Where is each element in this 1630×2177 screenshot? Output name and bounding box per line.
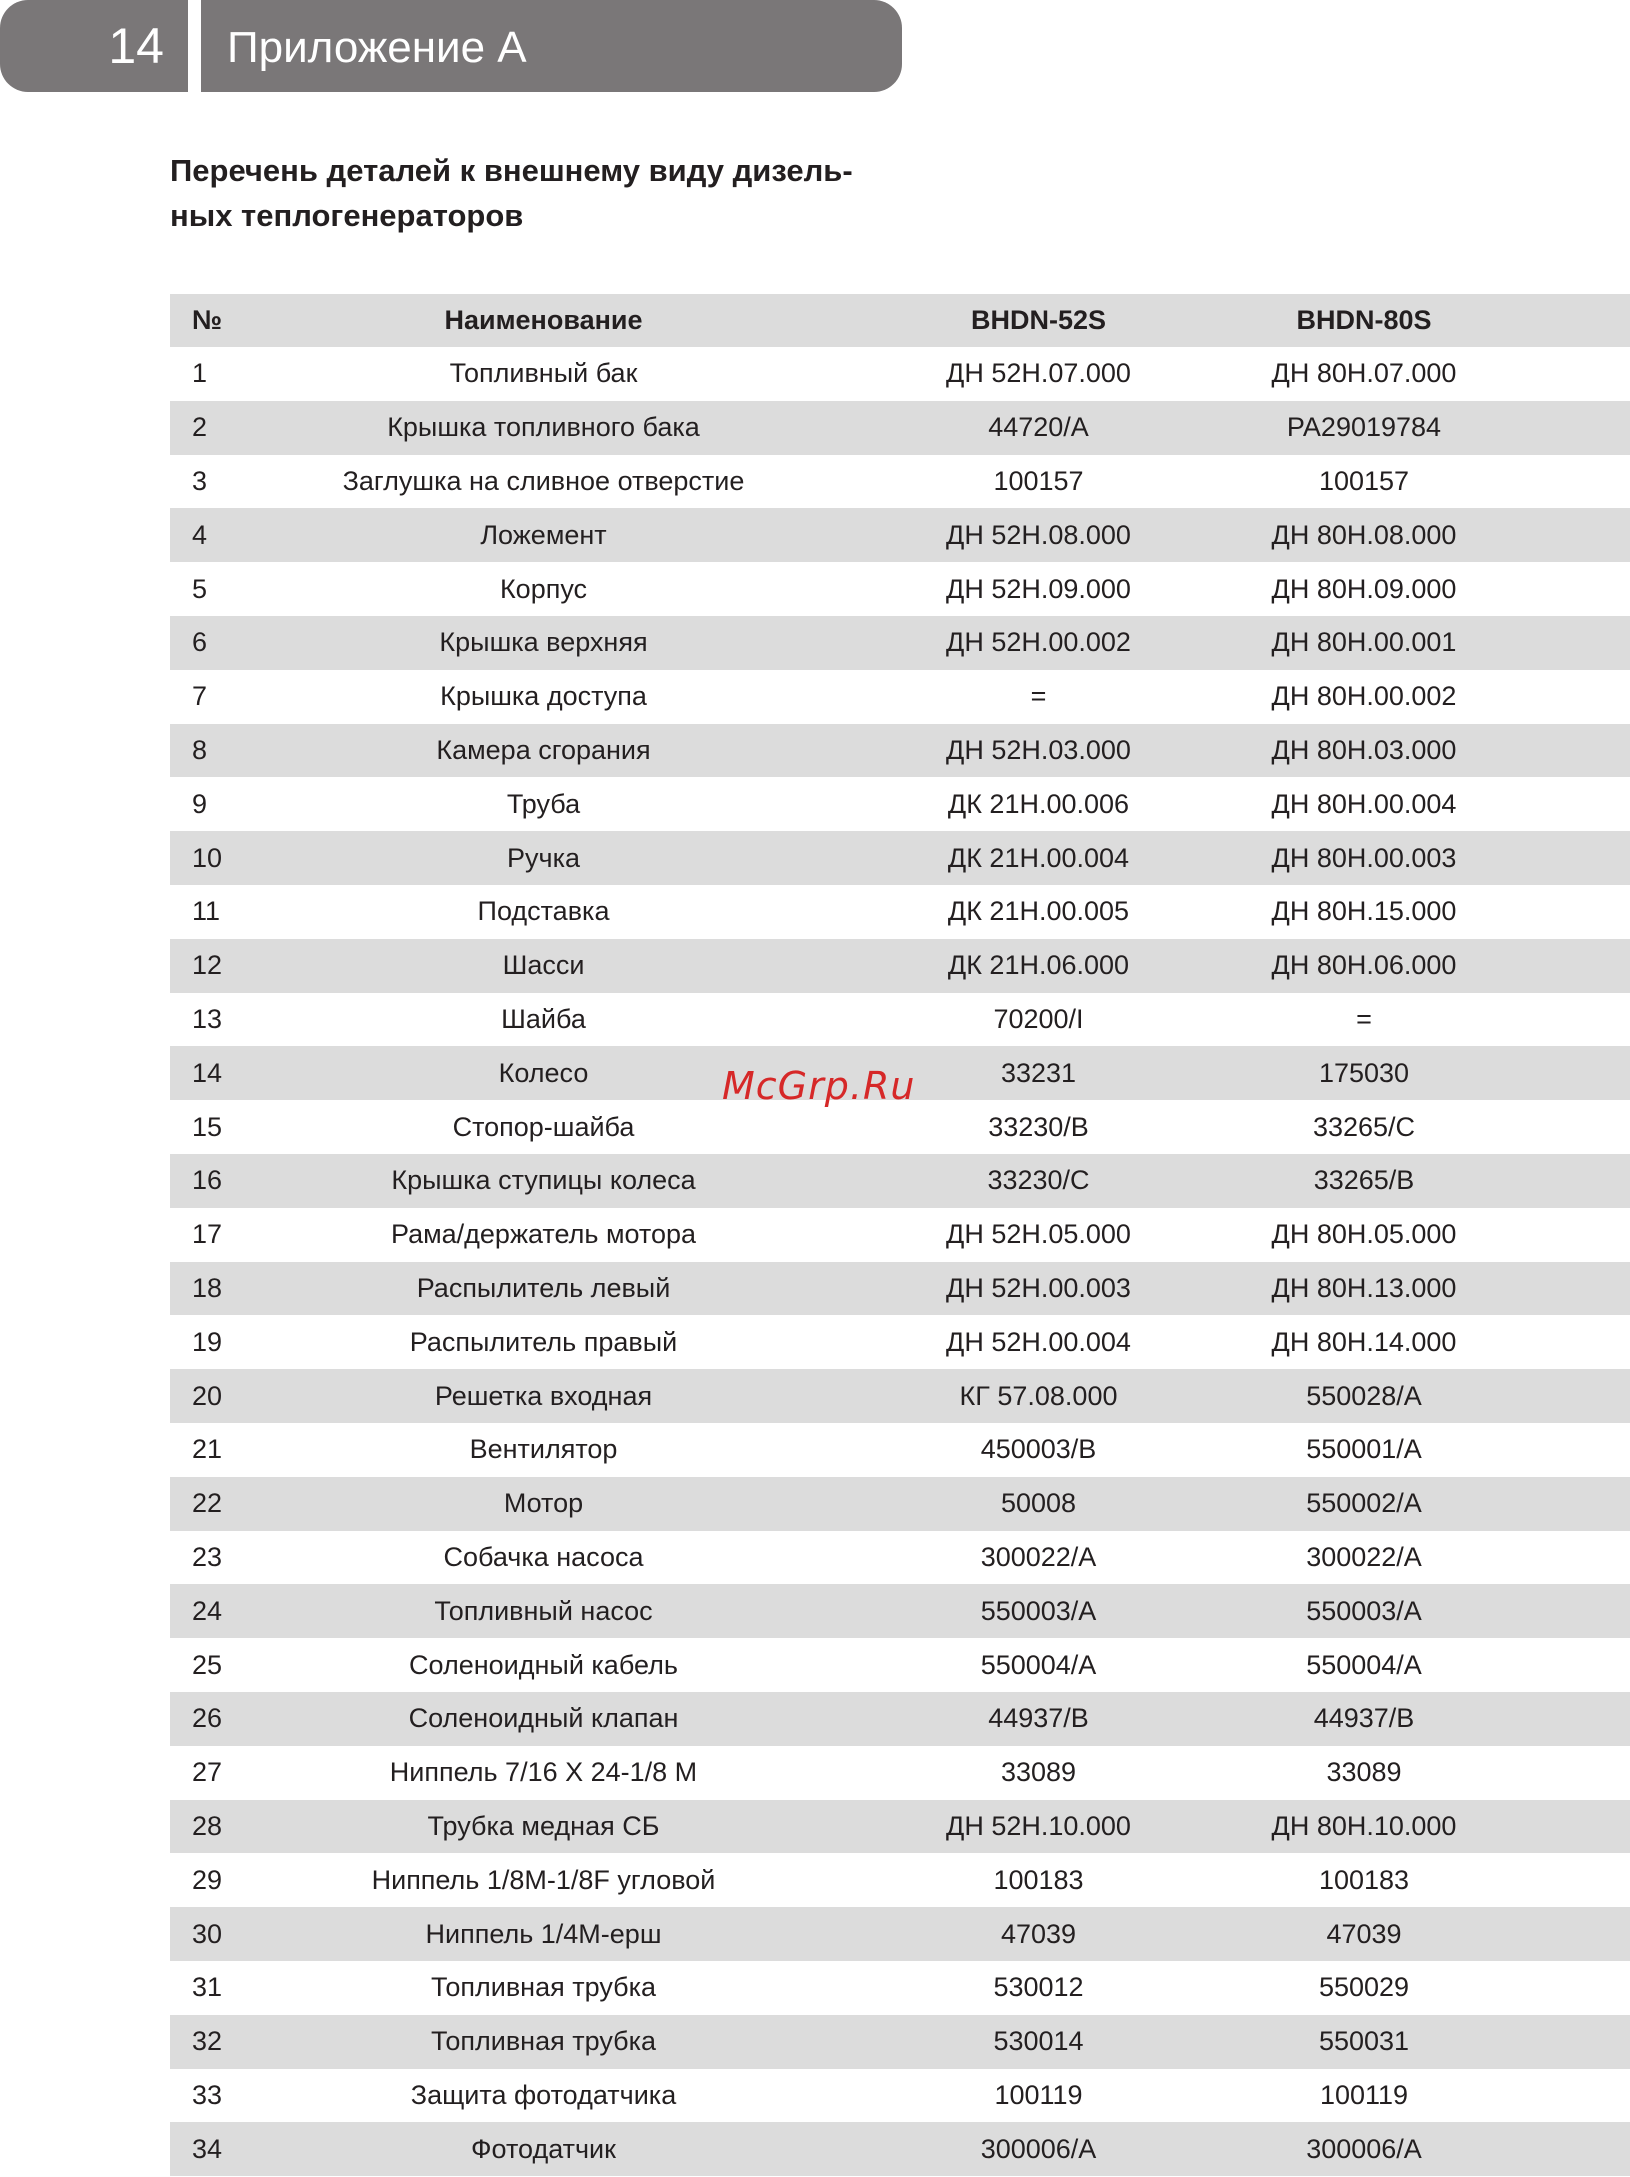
cell-model-52s: ДН 52Н.00.002 xyxy=(867,616,1210,670)
cell-name: Мотор xyxy=(246,1477,867,1531)
table-row xyxy=(170,831,1630,885)
cell-name: Крышка доступа xyxy=(246,670,867,724)
table-row xyxy=(170,993,1630,1047)
cell-number: 7 xyxy=(170,670,246,724)
cell-name: Ниппель 1/4M-ерш xyxy=(246,1907,867,1961)
cell-model-80s: = xyxy=(1210,993,1630,1047)
table-row xyxy=(170,401,1630,455)
cell-model-80s: ДН 80Н.13.000 xyxy=(1210,1262,1630,1316)
table-row xyxy=(170,562,1630,616)
header-model-52s: BHDN-52S xyxy=(867,294,1210,347)
cell-number: 9 xyxy=(170,777,246,831)
cell-model-80s: 33089 xyxy=(1210,1746,1630,1800)
table-row xyxy=(170,1584,1630,1638)
cell-number: 28 xyxy=(170,1800,246,1854)
cell-model-80s: ДН 80Н.09.000 xyxy=(1210,562,1630,616)
table-row xyxy=(170,2069,1630,2123)
parts-table xyxy=(170,294,1630,2176)
cell-model-80s: PA29019784 xyxy=(1210,401,1630,455)
cell-model-80s: ДН 80Н.00.003 xyxy=(1210,831,1630,885)
cell-number: 25 xyxy=(170,1638,246,1692)
table-row xyxy=(170,777,1630,831)
cell-number: 6 xyxy=(170,616,246,670)
cell-number: 33 xyxy=(170,2069,246,2123)
cell-model-80s: 550029 xyxy=(1210,1961,1630,2015)
cell-model-80s: ДН 80Н.07.000 xyxy=(1210,347,1630,401)
cell-model-52s: ДН 52Н.07.000 xyxy=(867,347,1210,401)
cell-model-80s: 100157 xyxy=(1210,455,1630,509)
cell-model-52s: 100183 xyxy=(867,1853,1210,1907)
table-row xyxy=(170,2122,1630,2176)
cell-model-80s: ДН 80Н.15.000 xyxy=(1210,885,1630,939)
cell-model-80s: ДН 80Н.08.000 xyxy=(1210,508,1630,562)
cell-model-52s: 100119 xyxy=(867,2069,1210,2123)
cell-model-52s: ДН 52Н.08.000 xyxy=(867,508,1210,562)
table-row xyxy=(170,885,1630,939)
table-row xyxy=(170,1638,1630,1692)
cell-model-52s: = xyxy=(867,670,1210,724)
cell-model-80s: ДН 80Н.06.000 xyxy=(1210,939,1630,993)
cell-model-52s: 33089 xyxy=(867,1746,1210,1800)
table-row xyxy=(170,1531,1630,1585)
cell-model-80s: 550028/А xyxy=(1210,1369,1630,1423)
cell-number: 22 xyxy=(170,1477,246,1531)
cell-model-80s: 33265/В xyxy=(1210,1154,1630,1208)
cell-model-52s: ДК 21Н.06.000 xyxy=(867,939,1210,993)
cell-name: Трубка медная СБ xyxy=(246,1800,867,1854)
cell-number: 19 xyxy=(170,1315,246,1369)
cell-model-80s: 550002/А xyxy=(1210,1477,1630,1531)
cell-model-80s: 300022/А xyxy=(1210,1531,1630,1585)
cell-model-52s: 100157 xyxy=(867,455,1210,509)
table-row xyxy=(170,616,1630,670)
page-header xyxy=(0,0,902,92)
cell-number: 3 xyxy=(170,455,246,509)
cell-model-80s: ДН 80Н.00.001 xyxy=(1210,616,1630,670)
table-header-row xyxy=(170,294,1630,347)
cell-number: 23 xyxy=(170,1531,246,1585)
cell-model-52s: ДН 52Н.03.000 xyxy=(867,724,1210,778)
table-row xyxy=(170,670,1630,724)
cell-model-52s: 550003/А xyxy=(867,1584,1210,1638)
cell-name: Колесо xyxy=(246,1046,867,1100)
cell-model-52s: 44720/А xyxy=(867,401,1210,455)
cell-model-80s: ДН 80Н.00.004 xyxy=(1210,777,1630,831)
cell-name: Труба xyxy=(246,777,867,831)
cell-model-52s: 450003/В xyxy=(867,1423,1210,1477)
cell-model-52s: 47039 xyxy=(867,1907,1210,1961)
cell-model-80s: 33265/С xyxy=(1210,1100,1630,1154)
cell-number: 13 xyxy=(170,993,246,1047)
watermark: McGrp.Ru xyxy=(722,1064,916,1108)
table-row xyxy=(170,1961,1630,2015)
section-title: Приложение А xyxy=(201,0,902,92)
cell-number: 31 xyxy=(170,1961,246,2015)
cell-model-52s: 530014 xyxy=(867,2015,1210,2069)
cell-model-52s: ДН 52Н.00.004 xyxy=(867,1315,1210,1369)
cell-model-52s: 44937/В xyxy=(867,1692,1210,1746)
cell-name: Собачка насоса xyxy=(246,1531,867,1585)
table-row xyxy=(170,347,1630,401)
table-row xyxy=(170,1369,1630,1423)
cell-model-52s: 50008 xyxy=(867,1477,1210,1531)
cell-model-80s: 44937/В xyxy=(1210,1692,1630,1746)
table-row xyxy=(170,1423,1630,1477)
parts-table-body xyxy=(170,347,1630,2176)
table-row xyxy=(170,1800,1630,1854)
table-row xyxy=(170,455,1630,509)
cell-number: 17 xyxy=(170,1208,246,1262)
cell-name: Топливная трубка xyxy=(246,2015,867,2069)
cell-number: 15 xyxy=(170,1100,246,1154)
cell-number: 2 xyxy=(170,401,246,455)
cell-name: Топливная трубка xyxy=(246,1961,867,2015)
cell-name: Крышка топливного бака xyxy=(246,401,867,455)
cell-name: Ниппель 7/16 X 24-1/8 M xyxy=(246,1746,867,1800)
table-row xyxy=(170,1315,1630,1369)
document-title xyxy=(170,148,890,238)
cell-number: 34 xyxy=(170,2122,246,2176)
cell-number: 32 xyxy=(170,2015,246,2069)
cell-number: 4 xyxy=(170,508,246,562)
cell-number: 10 xyxy=(170,831,246,885)
cell-model-52s: 33231 xyxy=(867,1046,1210,1100)
cell-model-52s: 550004/А xyxy=(867,1638,1210,1692)
page-number: 14 xyxy=(0,0,188,92)
cell-model-80s: 550003/А xyxy=(1210,1584,1630,1638)
table-row xyxy=(170,2015,1630,2069)
cell-model-80s: 47039 xyxy=(1210,1907,1630,1961)
cell-model-52s: ДН 52Н.09.000 xyxy=(867,562,1210,616)
header-model-80s: BHDN-80S xyxy=(1210,294,1630,347)
cell-name: Защита фотодатчика xyxy=(246,2069,867,2123)
cell-model-52s: КГ 57.08.000 xyxy=(867,1369,1210,1423)
cell-name: Распылитель правый xyxy=(246,1315,867,1369)
cell-number: 21 xyxy=(170,1423,246,1477)
cell-name: Ниппель 1/8M-1/8F угловой xyxy=(246,1853,867,1907)
table-row xyxy=(170,1100,1630,1154)
cell-model-52s: ДН 52Н.00.003 xyxy=(867,1262,1210,1316)
cell-number: 27 xyxy=(170,1746,246,1800)
cell-model-80s: 550001/А xyxy=(1210,1423,1630,1477)
cell-name: Соленоидный клапан xyxy=(246,1692,867,1746)
cell-name: Шайба xyxy=(246,993,867,1047)
cell-number: 29 xyxy=(170,1853,246,1907)
table-row xyxy=(170,939,1630,993)
cell-name: Вентилятор xyxy=(246,1423,867,1477)
table-row xyxy=(170,1154,1630,1208)
cell-name: Распылитель левый xyxy=(246,1262,867,1316)
cell-model-52s: ДК 21Н.00.004 xyxy=(867,831,1210,885)
cell-model-52s: 530012 xyxy=(867,1961,1210,2015)
cell-number: 26 xyxy=(170,1692,246,1746)
cell-model-80s: 550031 xyxy=(1210,2015,1630,2069)
table-row xyxy=(170,1692,1630,1746)
header-name: Наименование xyxy=(246,294,867,347)
cell-name: Рама/держатель мотора xyxy=(246,1208,867,1262)
cell-model-52s: 300006/А xyxy=(867,2122,1210,2176)
table-row xyxy=(170,1746,1630,1800)
cell-number: 18 xyxy=(170,1262,246,1316)
cell-model-52s: ДН 52Н.05.000 xyxy=(867,1208,1210,1262)
cell-number: 20 xyxy=(170,1369,246,1423)
table-row xyxy=(170,724,1630,778)
table-row xyxy=(170,1477,1630,1531)
cell-model-80s: ДН 80Н.10.000 xyxy=(1210,1800,1630,1854)
cell-model-52s: 300022/А xyxy=(867,1531,1210,1585)
cell-model-52s: 33230/С xyxy=(867,1154,1210,1208)
cell-name: Топливный насос xyxy=(246,1584,867,1638)
cell-model-80s: 100119 xyxy=(1210,2069,1630,2123)
cell-name: Стопор-шайба xyxy=(246,1100,867,1154)
document-title-text: Перечень деталей к внешнему виду дизель- ных теплогенераторов xyxy=(170,153,853,233)
cell-number: 24 xyxy=(170,1584,246,1638)
cell-number: 16 xyxy=(170,1154,246,1208)
cell-name: Соленоидный кабель xyxy=(246,1638,867,1692)
cell-name: Шасси xyxy=(246,939,867,993)
cell-model-80s: 550004/А xyxy=(1210,1638,1630,1692)
cell-model-80s: ДН 80Н.14.000 xyxy=(1210,1315,1630,1369)
cell-model-80s: ДН 80Н.00.002 xyxy=(1210,670,1630,724)
cell-number: 1 xyxy=(170,347,246,401)
cell-model-52s: ДН 52Н.10.000 xyxy=(867,1800,1210,1854)
cell-number: 8 xyxy=(170,724,246,778)
cell-name: Ручка xyxy=(246,831,867,885)
cell-model-52s: 33230/В xyxy=(867,1100,1210,1154)
cell-name: Топливный бак xyxy=(246,347,867,401)
cell-model-80s: ДН 80Н.05.000 xyxy=(1210,1208,1630,1262)
cell-number: 30 xyxy=(170,1907,246,1961)
cell-model-80s: 300006/А xyxy=(1210,2122,1630,2176)
table-row xyxy=(170,1907,1630,1961)
cell-number: 14 xyxy=(170,1046,246,1100)
cell-model-52s: ДК 21Н.00.006 xyxy=(867,777,1210,831)
table-row xyxy=(170,1853,1630,1907)
cell-name: Крышка ступицы колеса xyxy=(246,1154,867,1208)
cell-name: Подставка xyxy=(246,885,867,939)
header-number: № xyxy=(170,294,246,347)
cell-name: Корпус xyxy=(246,562,867,616)
cell-name: Заглушка на сливное отверстие xyxy=(246,455,867,509)
cell-model-52s: 70200/I xyxy=(867,993,1210,1047)
cell-name: Крышка верхняя xyxy=(246,616,867,670)
cell-name: Фотодатчик xyxy=(246,2122,867,2176)
table-row xyxy=(170,508,1630,562)
cell-number: 11 xyxy=(170,885,246,939)
cell-name: Решетка входная xyxy=(246,1369,867,1423)
cell-number: 5 xyxy=(170,562,246,616)
cell-model-80s: 100183 xyxy=(1210,1853,1630,1907)
table-row xyxy=(170,1208,1630,1262)
cell-model-80s: 175030 xyxy=(1210,1046,1630,1100)
header-divider xyxy=(188,0,201,92)
cell-name: Камера сгорания xyxy=(246,724,867,778)
table-row xyxy=(170,1262,1630,1316)
cell-number: 12 xyxy=(170,939,246,993)
cell-name: Ложемент xyxy=(246,508,867,562)
cell-model-52s: ДК 21Н.00.005 xyxy=(867,885,1210,939)
cell-model-80s: ДН 80Н.03.000 xyxy=(1210,724,1630,778)
